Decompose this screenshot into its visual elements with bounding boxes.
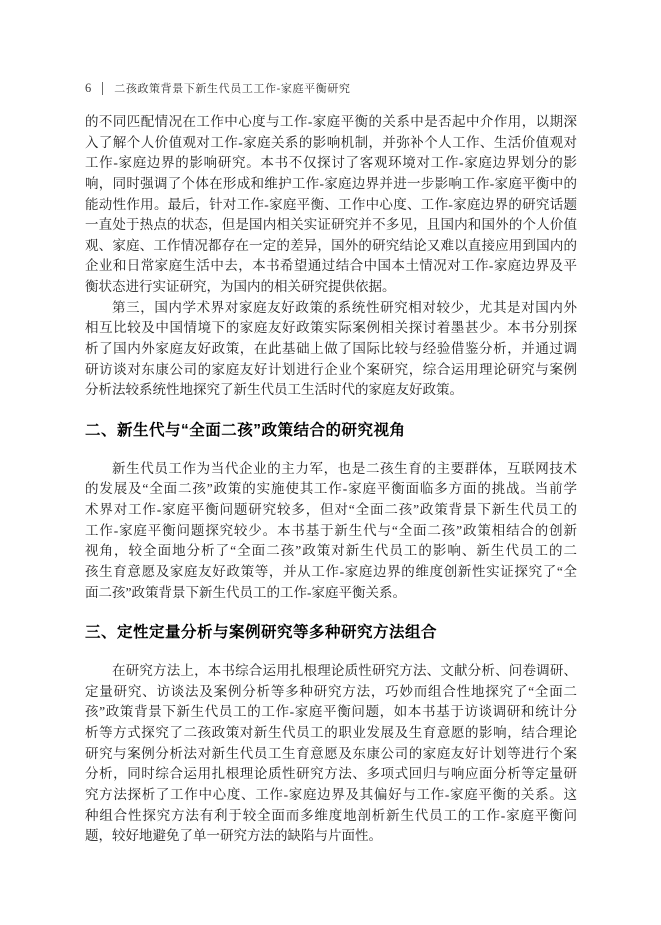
text-line: 在研究方法上，本书综合运用扎根理论质性研究方法、文献分析、问卷调研、 xyxy=(112,663,577,679)
page-body xyxy=(85,112,577,847)
text-line: 究方法探析了工作中心度、工作-家庭边界及其偏好与工作-家庭平衡的关系。这 xyxy=(85,786,577,802)
body-paragraph xyxy=(85,661,577,847)
text-line: 术界对工作-家庭平衡问题研究较多，但对“全面二孩”政策背景下新生代员工的 xyxy=(85,502,577,517)
text-line: 视角，较全面地分析了“全面二孩”政策对新生代员工的影响、新生代员工的二 xyxy=(85,543,577,559)
running-title: 二孩政策背景下新生代员工工作-家庭平衡研究 xyxy=(114,83,351,95)
text-line: 一直处于热点的状态，但是国内相关实证研究并不多见，且国内和国外的个人价值 xyxy=(85,217,577,233)
header-divider xyxy=(102,82,103,95)
text-line: 分析，同时综合运用扎根理论质性研究方法、多项式回归与响应面分析等定量研 xyxy=(85,766,577,782)
body-paragraph xyxy=(85,112,577,298)
text-line: 析等方式探究了二孩政策对新生代员工的职业发展及生育意愿的影响，结合理论 xyxy=(85,725,577,740)
text-line: 的发展及“全面二孩”政策的实施使其工作-家庭平衡面临多方面的挑战。当前学 xyxy=(85,481,577,497)
text-line: 孩”政策背景下新生代员工的工作-家庭平衡问题，如本书基于访谈调研和统计分 xyxy=(85,704,577,720)
text-line: 工作-家庭边界的影响研究。本书不仅探讨了客观环境对工作-家庭边界划分的影 xyxy=(85,155,577,171)
text-line: 面二孩”政策背景下新生代员工的工作-家庭平衡关系。 xyxy=(85,584,406,600)
text-line: 种组合性探究方法有利于较全面而多维度地剖析新生代员工的工作-家庭平衡问 xyxy=(85,807,577,823)
section-heading: 二、新生代与“全面二孩”政策结合的研究视角 xyxy=(85,421,406,439)
text-line: 企业和日常家庭生活中去，本书希望通过结合中国本土情况对工作-家庭边界及平 xyxy=(85,258,577,274)
text-line: 能动性作用。最后，针对工作-家庭平衡、工作中心度、工作-家庭边界的研究话题 xyxy=(85,196,577,212)
text-line: 的不同匹配情况在工作中心度与工作-家庭平衡的关系中是否起中介作用，以期深 xyxy=(85,114,577,129)
body-paragraph xyxy=(85,298,577,401)
page-number: 6 xyxy=(85,81,92,95)
text-line: 工作-家庭平衡问题探究较少。本书基于新生代与“全面二孩”政策相结合的创新 xyxy=(85,522,577,538)
body-paragraph xyxy=(85,459,577,603)
section-heading: 三、定性定量分析与案例研究等多种研究方法组合 xyxy=(85,624,438,642)
text-line: 相互比较及中国情境下的家庭友好政策实际案例相关探讨着墨甚少。本书分别探 xyxy=(85,320,577,336)
text-line: 分析法较系统性地探究了新生代员工生活时代的家庭友好政策。 xyxy=(85,382,463,398)
text-line: 题，较好地避免了单一研究方法的缺陷与片面性。 xyxy=(85,828,382,844)
text-line: 孩生育意愿及家庭友好政策等，并从工作-家庭边界的维度创新性实证探究了“全 xyxy=(85,563,577,579)
text-line: 析了国内外家庭友好政策，在此基础上做了国际比较与经验借鉴分析，并通过调 xyxy=(85,340,577,356)
text-line: 入了解个人价值观对工作-家庭关系的影响机制，并弥补个人工作、生活价值观对 xyxy=(85,134,577,150)
text-line: 响，同时强调了个体在形成和维护工作-家庭边界并进一步影响工作-家庭平衡中的 xyxy=(85,175,577,191)
text-line: 新生代员工作为当代企业的主力军，也是二孩生育的主要群体，互联网技术 xyxy=(112,460,577,476)
text-line: 研究与案例分析法对新生代员工生育意愿及东康公司的家庭友好计划等进行个案 xyxy=(85,745,577,761)
page-header xyxy=(85,80,577,96)
text-line: 第三，国内学术界对家庭友好政策的系统性研究相对较少，尤其是对国内外 xyxy=(112,299,577,315)
text-line: 衡状态进行实证研究，为国内的相关研究提供依据。 xyxy=(85,279,396,294)
text-line: 观、家庭、工作情况都存在一定的差异，国外的研究结论又难以直接应用到国内的 xyxy=(85,237,577,253)
text-line: 研访谈对东康公司的家庭友好计划进行企业个案研究，综合运用理论研究与案例 xyxy=(85,361,577,377)
text-line: 定量研究、访谈法及案例分析等多种研究方法，巧妙而组合性地探究了“全面二 xyxy=(85,683,577,699)
